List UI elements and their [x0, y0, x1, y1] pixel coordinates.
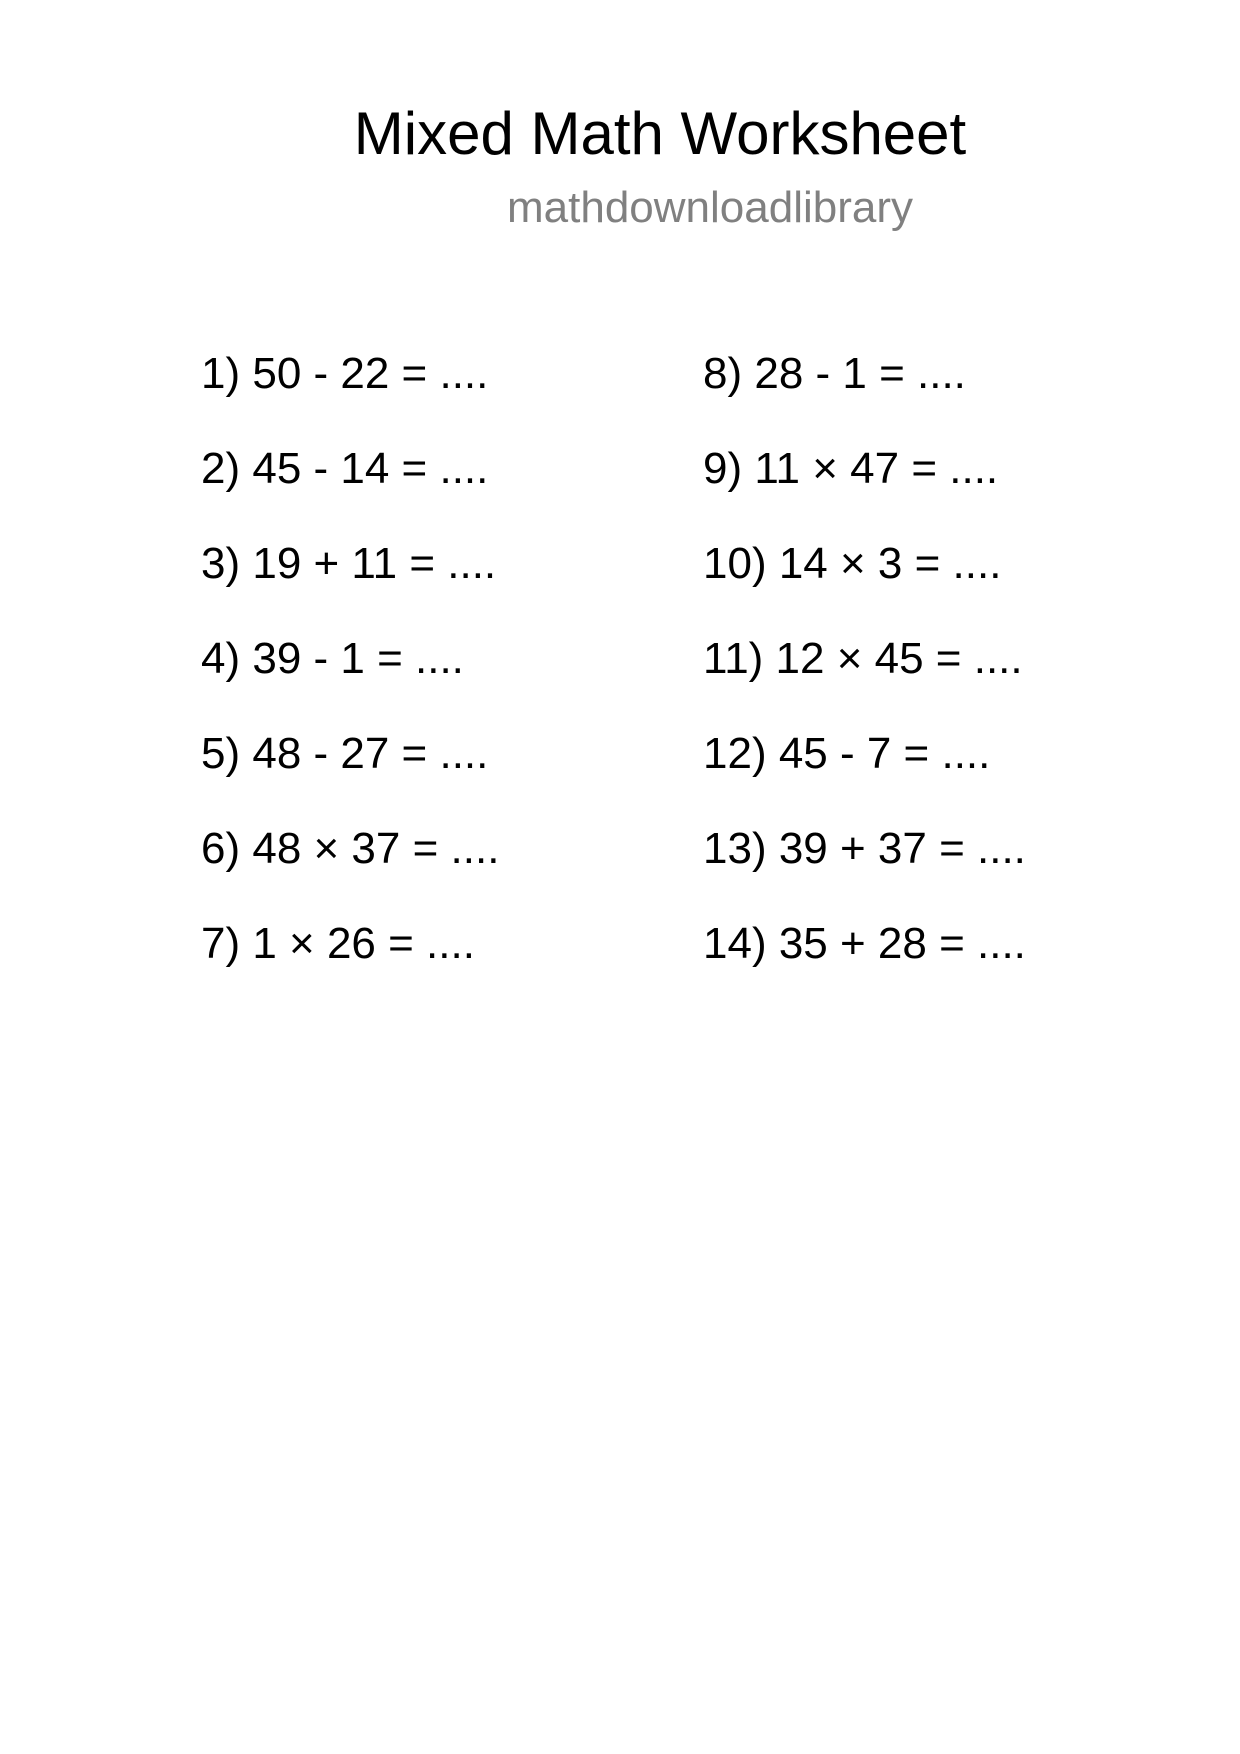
source-label: mathdownloadlibrary — [507, 183, 913, 232]
problem-item: 8) 28 - 1 = .... — [703, 349, 966, 398]
problem-column-left — [201, 346, 499, 1011]
problem-item: 4) 39 - 1 = .... — [201, 634, 464, 683]
problem-item: 7) 1 × 26 = .... — [201, 919, 475, 968]
problem-item: 2) 45 - 14 = .... — [201, 444, 489, 493]
problem-item: 12) 45 - 7 = .... — [703, 729, 991, 778]
page-title: Mixed Math Worksheet — [353, 100, 967, 167]
problem-column-right — [703, 346, 1026, 1011]
problem-item: 10) 14 × 3 = .... — [703, 539, 1002, 588]
problem-item: 3) 19 + 11 = .... — [201, 539, 497, 588]
problem-item: 1) 50 - 22 = .... — [201, 349, 489, 398]
problem-item: 6) 48 × 37 = .... — [201, 824, 500, 873]
problem-item: 9) 11 × 47 = .... — [703, 444, 999, 493]
problem-item: 14) 35 + 28 = .... — [703, 919, 1026, 968]
problem-item: 11) 12 × 45 = .... — [703, 634, 1023, 683]
problem-item: 5) 48 - 27 = .... — [201, 729, 489, 778]
problem-item: 13) 39 + 37 = .... — [703, 824, 1026, 873]
